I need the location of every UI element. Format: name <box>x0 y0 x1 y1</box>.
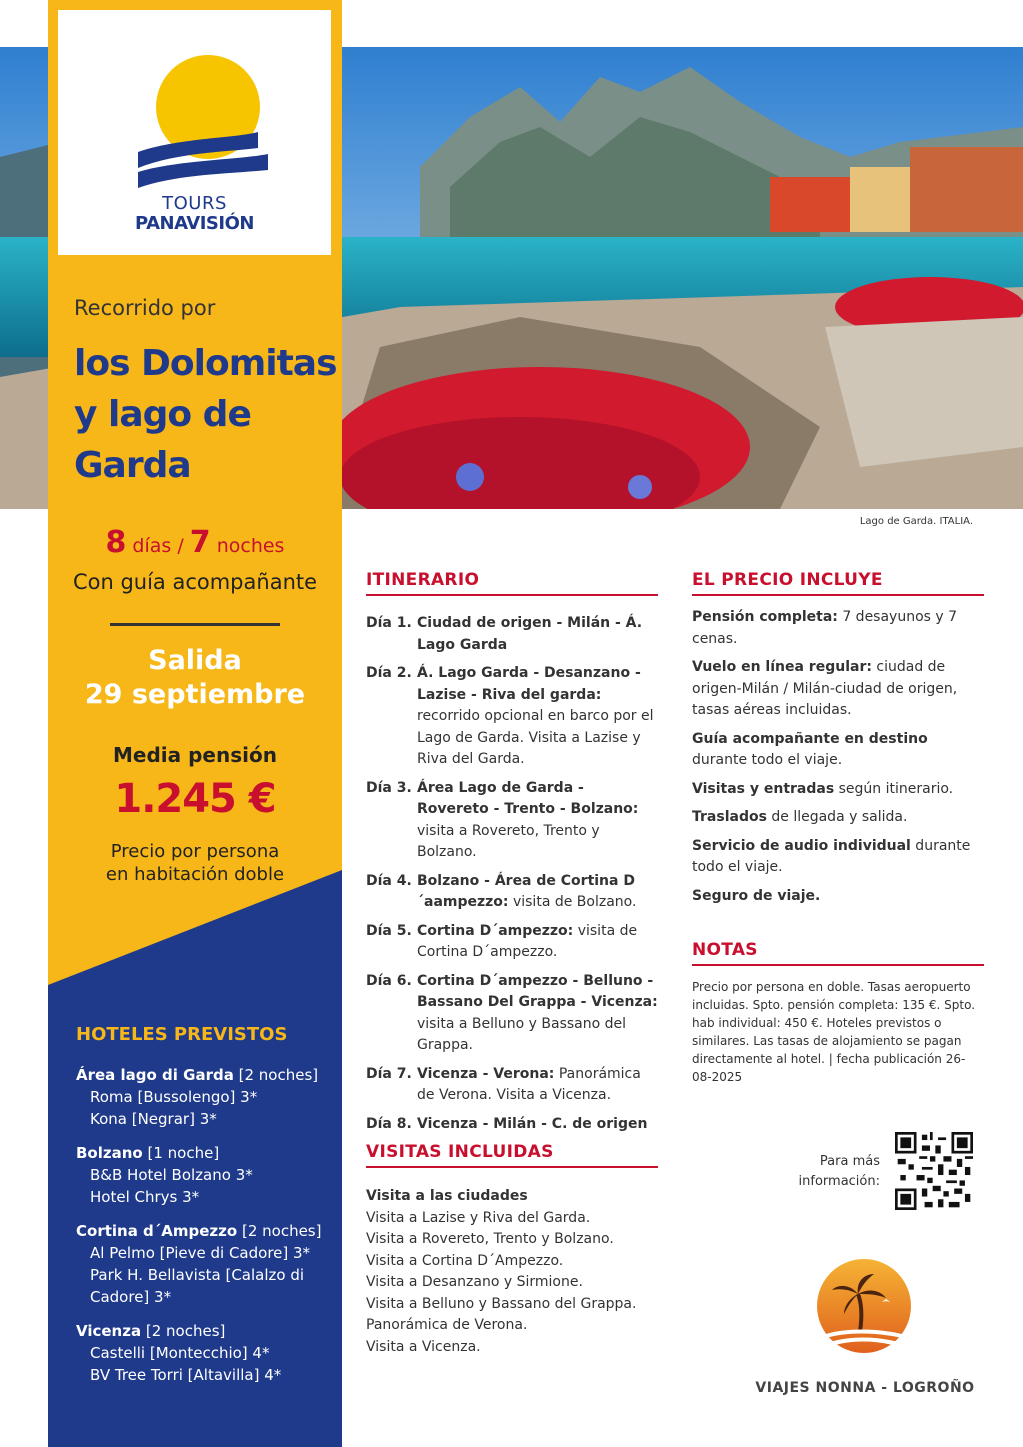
day-desc: visita de Bolzano. <box>508 894 637 910</box>
include-text: durante todo el viaje. <box>692 752 843 768</box>
day-title: Área Lago de Garda - Rovereto - Trento - Bolzano: <box>417 779 639 817</box>
visits-subheading: Visita a las ciudades <box>366 1188 528 1204</box>
nights-number: 7 <box>189 525 211 560</box>
price: 1.245 € <box>114 776 276 822</box>
include-bold: Visitas y entradas <box>692 780 835 797</box>
hotel-zone <box>76 1064 338 1086</box>
hotel-group <box>76 1064 338 1130</box>
qr-label <box>780 1152 880 1192</box>
day-title: Vicenza - Verona: <box>417 1065 555 1082</box>
brand-logo <box>58 10 331 255</box>
day-desc: Panorámica de Verona. Visita a Vicenza. <box>417 1065 641 1103</box>
hotel-name: Park H. Bellavista [Calalzo di Cadore] 3* <box>90 1266 305 1306</box>
hotel-zone-name: Bolzano <box>76 1144 143 1162</box>
include-bold: Seguro de viaje. <box>692 887 821 904</box>
hotel-zone-name: Cortina d´Ampezzo <box>76 1222 238 1240</box>
visits-list <box>366 1186 658 1358</box>
include-text: 7 desayunos y 7 cenas. <box>692 609 958 647</box>
hotel-zone-nights: [2 noches] <box>233 1066 319 1084</box>
visits-rule <box>366 1166 658 1168</box>
includes-heading: EL PRECIO INCLUYE <box>692 570 883 590</box>
brand-line1: TOURS <box>162 193 227 214</box>
qr-code-icon[interactable] <box>895 1132 973 1210</box>
visit-item: Panorámica de Verona. <box>366 1317 528 1333</box>
day-title: Cortina D´ampezzo - Belluno - Bassano Del Grappa - Vicenza: <box>417 972 658 1010</box>
hotel-name: Al Pelmo [Pieve di Cadore] 3* <box>90 1244 311 1262</box>
include-item <box>692 836 984 879</box>
include-bold: Guía acompañante en destino <box>692 730 928 747</box>
day-text <box>417 871 658 914</box>
include-text: según itinerario. <box>834 780 954 797</box>
day-desc: recorrido opcional en barco por el Lago de Garda. Visita a Lazise y Riva del Garda. <box>417 708 654 767</box>
hotel-zone <box>76 1220 338 1242</box>
visit-item: Visita a Lazise y Riva del Garda. <box>366 1209 591 1226</box>
include-item <box>692 807 984 829</box>
hotel-name: Kona [Negrar] 3* <box>90 1110 217 1128</box>
notes-rule <box>692 964 984 966</box>
qr-label-line: Para más <box>819 1154 880 1169</box>
agency-name: VIAJES NONNA - LOGROÑO <box>755 1380 975 1396</box>
day-text <box>417 921 658 964</box>
hotel-zone <box>76 1320 338 1342</box>
includes-list <box>692 607 984 914</box>
brand-line2: PANAVISIÓN <box>135 213 254 234</box>
visits-heading: VISITAS INCLUIDAS <box>366 1142 554 1162</box>
trip-title-line: Garda <box>74 445 191 486</box>
include-bold: Pensión completa: <box>692 609 838 625</box>
itinerary-rule <box>366 594 658 596</box>
itinerary-heading: ITINERARIO <box>366 570 480 590</box>
hotel-zone <box>76 1142 338 1164</box>
departure-line: 29 septiembre <box>84 679 306 710</box>
itinerary-day <box>366 1114 658 1136</box>
include-text: durante todo el viaje. <box>692 837 971 875</box>
hotel-name: Castelli [Montecchio] 4* <box>90 1344 270 1362</box>
hotel-name: Roma [Bussolengo] 3* <box>90 1088 258 1106</box>
notes-text: Precio por persona en doble. Tasas aeropuerto incluidas. Spto. pensión completa: 135 €. Spto. hab individual: 450 €. Hoteles previstos o similares. Las tasas de alojamiento se pagan directamente al hotel. | fecha publicación 26-08-2025 <box>692 980 976 1084</box>
day-desc: visita de Cortina D´ampezzo. <box>417 922 638 960</box>
itinerary-day <box>366 971 658 1057</box>
departure-line: Salida <box>148 645 242 676</box>
include-text: ciudad de origen-Milán / Milán-ciudad de origen, tasas aéreas incluidas. <box>692 659 958 718</box>
guide-note: Con guía acompañante <box>72 570 318 594</box>
hotel-zone-nights: [1 noche] <box>142 1144 220 1162</box>
day-desc: visita a Belluno y Bassano del Grappa. <box>417 1015 627 1053</box>
trip-duration <box>48 525 342 560</box>
day-title: Ciudad de origen - Milán - Á. Lago Garda <box>417 615 643 653</box>
include-text: de llegada y salida. <box>766 809 908 825</box>
hotel-group <box>76 1220 338 1308</box>
divider <box>110 623 280 626</box>
hotel-zone-nights: [2 noches] <box>237 1222 322 1240</box>
notes-heading: NOTAS <box>692 940 758 960</box>
day-label: Día 8. <box>366 1115 412 1132</box>
left-column <box>48 0 342 1447</box>
day-text <box>417 613 658 656</box>
day-title: Á. Lago Garda - Desanzano - Lazise - Riva del garda: <box>417 665 641 703</box>
visit-item: Visita a Rovereto, Trento y Bolzano. <box>366 1231 614 1247</box>
hotel-name: BV Tree Torri [Altavilla] 4* <box>90 1366 282 1384</box>
day-label: Día 1. <box>366 615 412 631</box>
day-title: Bolzano - Área de Cortina D´aampezzo: <box>417 872 635 910</box>
day-title: Vicenza - Milán - C. de origen <box>417 1115 648 1132</box>
itinerary-day <box>366 663 658 771</box>
hotel-group <box>76 1320 338 1386</box>
palm-beach-logo-icon <box>816 1258 912 1354</box>
price-note <box>48 840 342 886</box>
include-item <box>692 886 984 908</box>
include-item <box>692 607 984 650</box>
departure <box>48 644 342 712</box>
includes-rule <box>692 594 984 596</box>
nights-unit: noches <box>210 535 285 557</box>
itinerary-day <box>366 871 658 914</box>
itinerary-day <box>366 1064 658 1107</box>
trip-intro: Recorrido por <box>74 296 216 320</box>
day-label: Día 7. <box>366 1065 412 1082</box>
day-text <box>417 778 658 864</box>
price-note-line: Precio por persona <box>110 841 280 862</box>
day-text <box>417 663 658 771</box>
itinerary-day <box>366 778 658 864</box>
hotel-zone-nights: [2 noches] <box>141 1322 226 1340</box>
day-label: Día 3. <box>366 779 412 796</box>
include-item <box>692 729 984 772</box>
itinerary-list <box>366 613 658 1142</box>
include-item <box>692 657 984 722</box>
trip-title-line: y lago de <box>74 394 251 435</box>
trip-title-line: los Dolomitas <box>74 343 337 384</box>
include-bold: Traslados <box>692 809 767 825</box>
hotel-zone-name: Vicenza <box>76 1322 142 1340</box>
hotels-list <box>76 1064 338 1398</box>
include-bold: Vuelo en línea regular: <box>692 659 872 675</box>
board-type: Media pensión <box>113 743 277 767</box>
day-label: Día 4. <box>366 872 412 889</box>
hotel-zone-name: Área lago di Garda <box>76 1066 234 1084</box>
visit-item: Visita a Vicenza. <box>366 1338 481 1355</box>
days-number: 8 <box>105 525 127 560</box>
day-label: Día 2. <box>366 665 412 681</box>
hotel-name: B&B Hotel Bolzano 3* <box>90 1166 253 1184</box>
hotels-heading: HOTELES PREVISTOS <box>76 1024 288 1045</box>
hotel-name: Hotel Chrys 3* <box>90 1188 200 1206</box>
trip-title <box>74 338 339 491</box>
qr-label-line: información: <box>798 1174 880 1189</box>
price-note-line: en habitación doble <box>105 864 285 885</box>
visit-item: Visita a Belluno y Bassano del Grappa. <box>366 1295 637 1312</box>
day-text <box>417 1114 658 1136</box>
day-text <box>417 971 658 1057</box>
day-desc: visita a Rovereto, Trento y Bolzano. <box>417 822 600 860</box>
day-title: Cortina D´ampezzo: <box>417 922 574 939</box>
days-unit: días / <box>126 535 190 557</box>
include-item <box>692 779 984 801</box>
photo-caption: Lago de Garda. ITALIA. <box>859 516 973 527</box>
visit-item: Visita a Cortina D´Ampezzo. <box>366 1252 564 1269</box>
day-text <box>417 1064 658 1107</box>
include-bold: Servicio de audio individual <box>692 837 911 854</box>
itinerary-day <box>366 613 658 656</box>
day-label: Día 6. <box>366 972 412 989</box>
visit-item: Visita a Desanzano y Sirmione. <box>366 1274 583 1290</box>
itinerary-day <box>366 921 658 964</box>
day-label: Día 5. <box>366 922 412 939</box>
hotel-group <box>76 1142 338 1208</box>
